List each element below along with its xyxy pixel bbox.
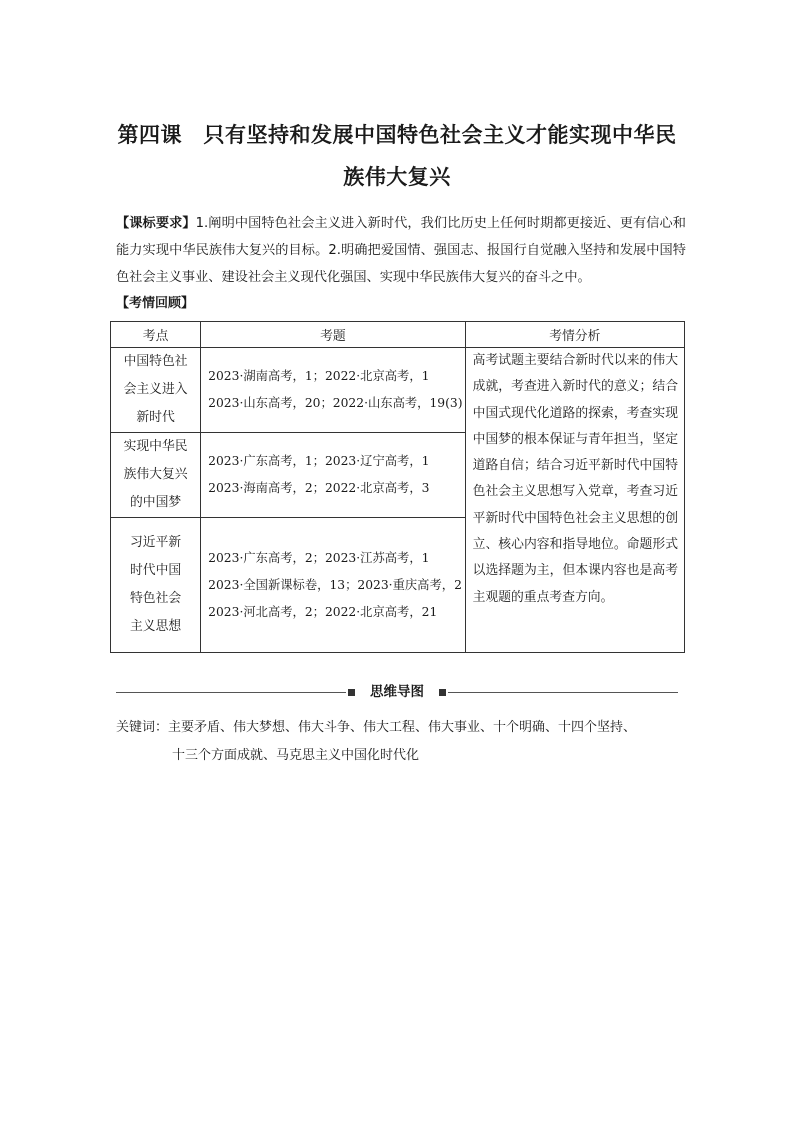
exam-question-line: 2023·广东高考，2；2023·江苏高考，1 xyxy=(208,550,430,565)
title-line-2: 族伟大复兴 xyxy=(343,165,451,189)
exam-point-cell xyxy=(111,433,201,518)
exam-point-line: 的中国梦 xyxy=(129,495,182,510)
exam-point-line: 会主义进入 xyxy=(123,382,188,397)
exam-point-line: 中国特色社 xyxy=(123,354,188,369)
keywords-line-2: 十三个方面成就、马克思主义中国化时代化 xyxy=(172,748,420,763)
curriculum-requirements xyxy=(116,210,686,291)
exam-point-line: 族伟大复兴 xyxy=(123,467,188,482)
requirements-tag: 【课标要求】 xyxy=(116,216,196,231)
exam-question-line: 2023·山东高考，20；2022·山东高考，19(3) xyxy=(208,396,463,410)
exam-question-line: 2023·河北高考，2；2022·北京高考，21 xyxy=(208,604,438,619)
exam-point-line: 时代中国 xyxy=(129,563,182,578)
exam-question-line: 2023·湖南高考，1；2022·北京高考，1 xyxy=(208,369,430,383)
divider-rule-right xyxy=(448,692,678,693)
exam-point-cell xyxy=(111,348,201,433)
exam-point-cell xyxy=(111,518,201,653)
exam-question-line: 2023·海南高考，2；2022·北京高考，3 xyxy=(208,481,430,495)
mindmap-heading: 思维导图 xyxy=(370,684,424,700)
requirements-text: 1.阐明中国特色社会主义进入新时代，我们比历史上任何时期都更接近、更有信心和能力实现中华民族伟大复兴的目标。2.明确把爱国情、强国志、报国行自觉融入坚持和发展中国特色社会主义事业、建设社会主义现代化强国、实现中华民族伟大复兴的奋斗之中。 xyxy=(116,216,686,285)
exam-point-line: 实现中华民 xyxy=(123,439,188,454)
exam-review-label: 【考情回顾】 xyxy=(116,296,195,311)
table-header-row xyxy=(111,322,685,348)
header-exam-analysis: 考情分析 xyxy=(465,322,684,348)
exam-question-line: 2023·全国新课标卷，13；2023·重庆高考，2 xyxy=(208,577,462,592)
keywords-block xyxy=(116,714,686,770)
exam-point-line: 特色社会 xyxy=(129,591,182,606)
exam-question-line: 2023·广东高考，1；2023·辽宁高考，1 xyxy=(208,454,430,468)
keywords-line-1: 主要矛盾、伟大梦想、伟大斗争、伟大工程、伟大事业、十个明确、十四个坚持、 xyxy=(168,720,637,735)
divider-square-icon xyxy=(439,689,446,696)
lesson-title xyxy=(100,114,694,198)
exam-point-line: 主义思想 xyxy=(129,619,182,634)
header-exam-point: 考点 xyxy=(111,322,201,348)
mindmap-divider xyxy=(116,682,678,702)
exam-point-line: 新时代 xyxy=(136,410,175,425)
exam-questions-cell xyxy=(201,348,465,433)
exam-questions-cell xyxy=(201,433,465,518)
exam-questions-cell xyxy=(201,518,465,653)
table-row xyxy=(111,348,685,433)
header-exam-questions: 考题 xyxy=(201,322,465,348)
exam-review-table xyxy=(110,321,685,653)
exam-analysis-cell: 高考试题主要结合新时代以来的伟大成就，考查进入新时代的意义；结合中国式现代化道路的探索，考查实现中国梦的根本保证与青年担当，坚定道路自信；结合习近平新时代中国特色社会主义思想写入党章，考查习近平新时代中国特色社会主义思想的创立、核心内容和指导地位。命题形式以选择题为主，但本课内容也是高考主观题的重点考查方向。 xyxy=(465,348,684,653)
keywords-label: 关键词： xyxy=(116,720,169,735)
title-line-1: 第四课 只有坚持和发展中国特色社会主义才能实现中华民 xyxy=(117,123,677,147)
exam-point-line: 习近平新 xyxy=(129,535,182,550)
